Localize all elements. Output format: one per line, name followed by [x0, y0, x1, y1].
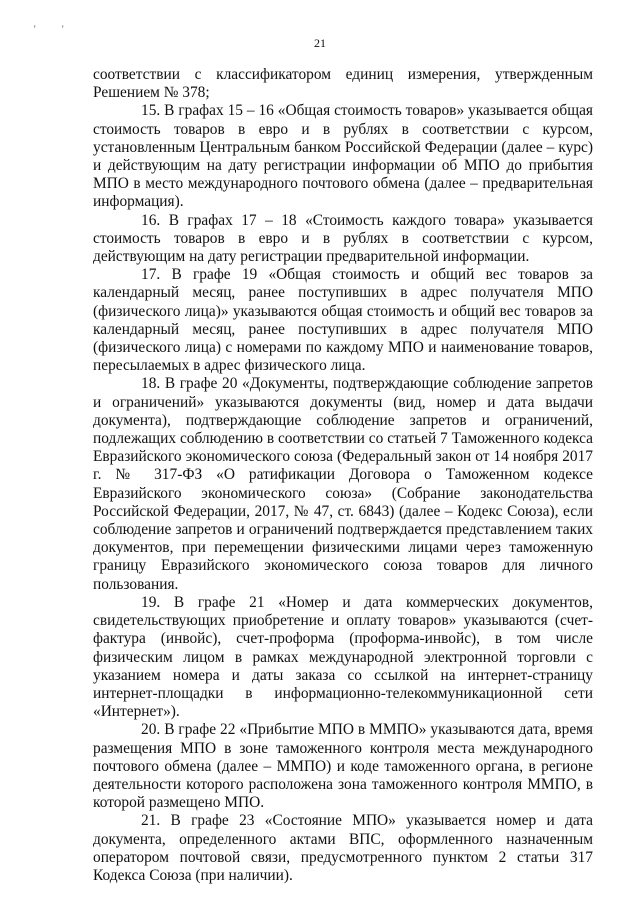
scan-mark: ' [62, 24, 64, 34]
document-body [93, 66, 593, 885]
paragraph-continuation: соответствии с классификатором единиц измерения, утвержденным Решением № 378; [93, 66, 593, 102]
paragraph-19: 19. В графе 21 «Номер и дата коммерческих документов, свидетельствующих приобретение и оплату товаров» указываются (счет-фактура (инвойс), счет-проформа (проформа-инвойс), в том числе физическим лицом в рамках международной электронной торговли с указанием номера и даты заказа со ссылкой на интернет-страницу интернет-площадки в информационно-телекоммуникационной сети «Интернет»). [93, 593, 593, 721]
paragraph-17: 17. В графе 19 «Общая стоимость и общий вес товаров за календарный месяц, ранее поступивших в адрес получателя МПО (физического лица)» указываются общая стоимость и общий вес товаров за календарный месяц, ранее поступивших в адрес получателя МПО (физического лица) с номерами по каждому МПО и наименование товаров, пересылаемых в адрес физического лица. [93, 266, 593, 375]
paragraph-18: 18. В графе 20 «Документы, подтверждающие соблюдение запретов и ограничений» указываются документы (вид, номер и дата выдачи документа), подтверждающие соблюдение запретов и ограничений, подлежащих соблюдению в соответствии со статьей 7 Таможенного кодекса Евразийского экономического союза (Федеральный закон от 14 ноября 2017 г. № 317-ФЗ «О ратификации Договора о Таможенном кодексе Евразийского экономического союза» (Собрание законодательства Российской Федерации, 2017, № 47, ст. 6843) (далее – Кодекс Союза), если соблюдение запретов и ограничений подтверждается представлением таких документов, при перемещении физическими лицами через таможенную границу Евразийского экономического союза товаров для личного пользования. [93, 375, 593, 593]
paragraph-15: 15. В графах 15 – 16 «Общая стоимость товаров» указывается общая стоимость товаров в евро и в рублях в соответствии с курсом, установленным Центральным банком Российской Федерации (далее – курс) и действующим на дату регистрации информации об МПО до прибытия МПО в место международного почтового обмена (далее – предварительная информация). [93, 102, 593, 211]
scan-mark: ' [34, 24, 36, 34]
page-number: 21 [314, 36, 326, 50]
paragraph-16: 16. В графах 17 – 18 «Стоимость каждого товара» указывается стоимость товаров в евро и в рублях в соответствии с курсом, действующим на дату регистрации предварительной информации. [93, 211, 593, 266]
paragraph-21: 21. В графе 23 «Состояние МПО» указывается номер и дата документа, определенного актами ВПС, оформленного назначенным оператором почтовой связи, предусмотренного пунктом 2 статьи 317 Кодекса Союза (при наличии). [93, 812, 593, 884]
paragraph-20: 20. В графе 22 «Прибытие МПО в ММПО» указываются дата, время размещения МПО в зоне таможенного контроля места международного почтового обмена (далее – ММПО) и коде таможенного органа, в регионе деятельности которого расположена зона таможенного контроля ММПО, в которой размещено МПО. [93, 721, 593, 812]
